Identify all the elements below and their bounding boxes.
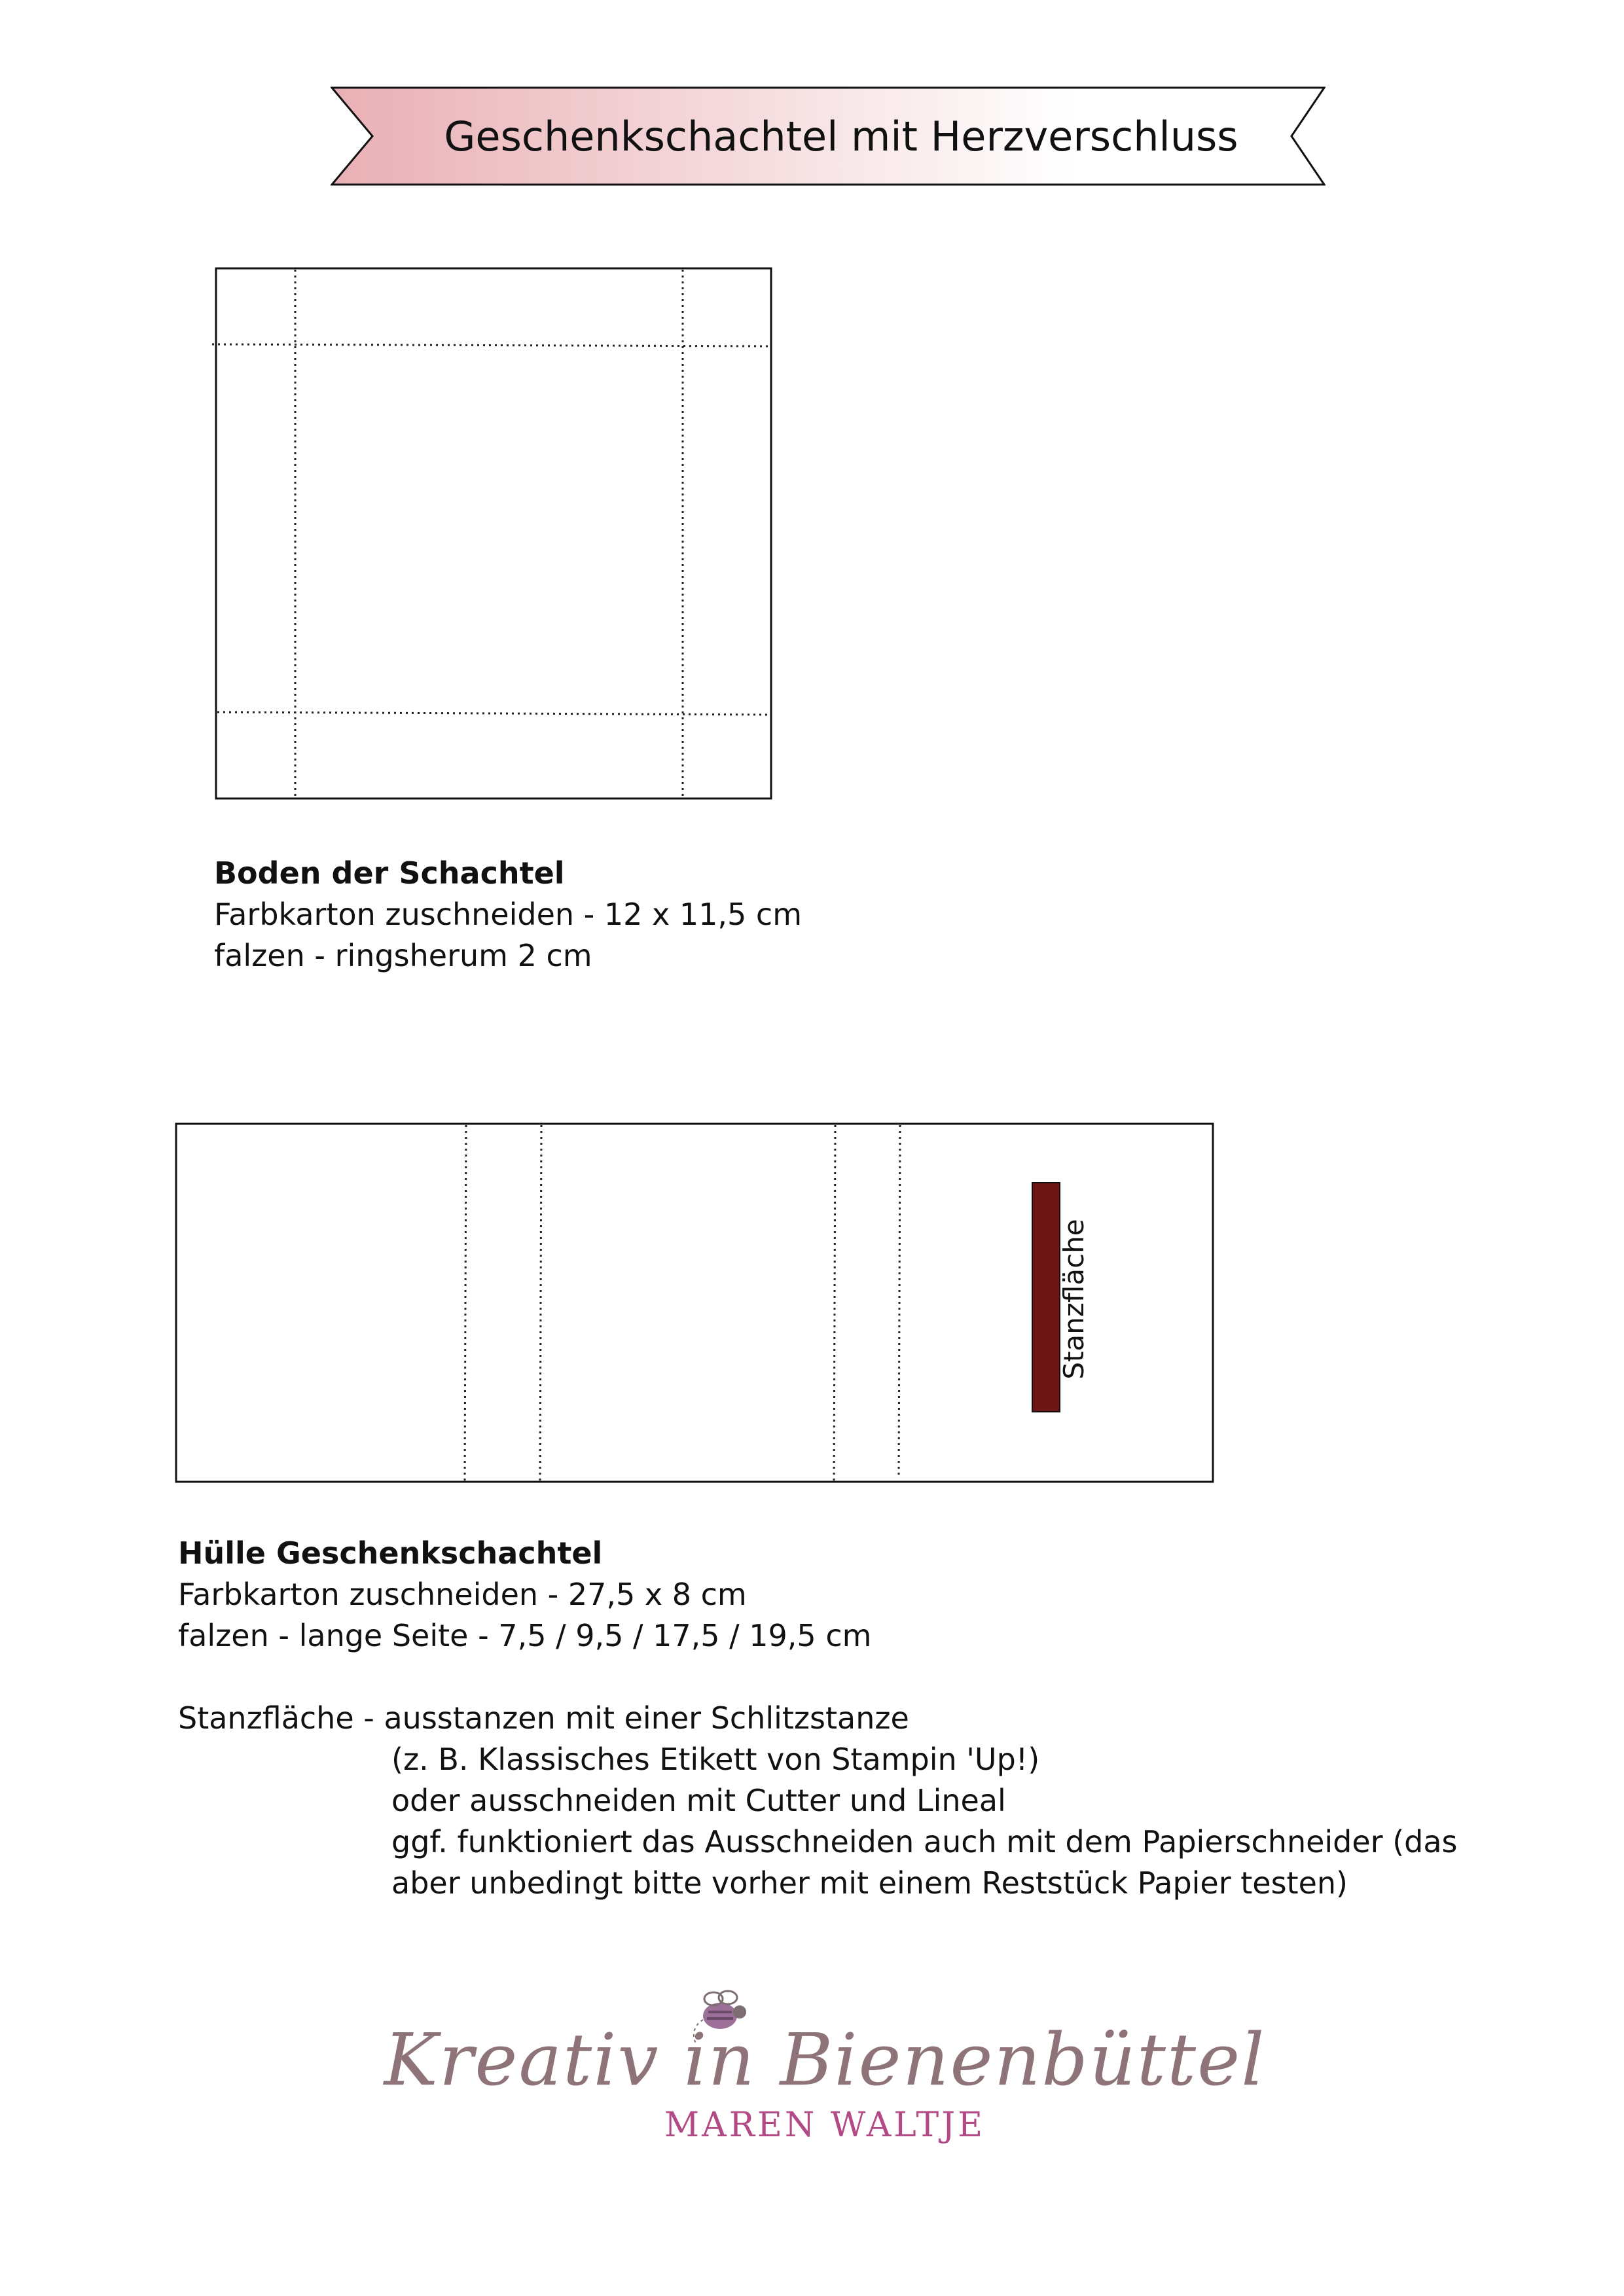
- stamp-note-line-3: ggf. funktioniert das Ausschneiden auch mit dem Papierschneider (das: [391, 1824, 1458, 1859]
- box-base-diagram: [209, 262, 779, 805]
- base-line-1: Farbkarton zuschneiden - 12 x 11,5 cm: [214, 897, 803, 932]
- base-instructions: [214, 853, 802, 977]
- stamp-notes-details: [391, 1739, 1458, 1904]
- base-line-2: falzen - ringsherum 2 cm: [214, 938, 592, 973]
- sleeve-heading: Hülle Geschenkschachtel: [178, 1535, 603, 1571]
- sleeve-line-1: Farbkarton zuschneiden - 27,5 x 8 cm: [178, 1577, 747, 1612]
- sleeve-instructions: [178, 1533, 871, 1657]
- stamp-notes-first-line: Stanzfläche - ausstanzen mit einer Schlitzstanze: [178, 1700, 909, 1736]
- stamp-area-label: Stanzfläche: [1057, 1219, 1090, 1380]
- logo-script: Kreativ in Bienenbüttel: [384, 2018, 1266, 2102]
- fold-line-1: [465, 1125, 466, 1480]
- fold-line-2: [540, 1125, 541, 1480]
- page-title: Geschenkschachtel mit Herzverschluss: [444, 112, 1238, 160]
- logo-name: MAREN WALTJE: [664, 2106, 986, 2145]
- stamp-note-line-1: (z. B. Klassisches Etikett von Stampin 'Up!): [391, 1742, 1040, 1777]
- fold-line-3: [834, 1125, 835, 1480]
- base-heading: Boden der Schachtel: [214, 855, 565, 891]
- base-outline: [216, 268, 771, 798]
- sleeve-line-2: falzen - lange Seite - 7,5 / 9,5 / 17,5 / 19,5 cm: [178, 1618, 872, 1653]
- stamp-note-line-2: oder ausschneiden mit Cutter und Lineal: [391, 1783, 1006, 1818]
- stamp-note-line-4: aber unbedingt bitte vorher mit einem Reststück Papier testen): [391, 1865, 1348, 1901]
